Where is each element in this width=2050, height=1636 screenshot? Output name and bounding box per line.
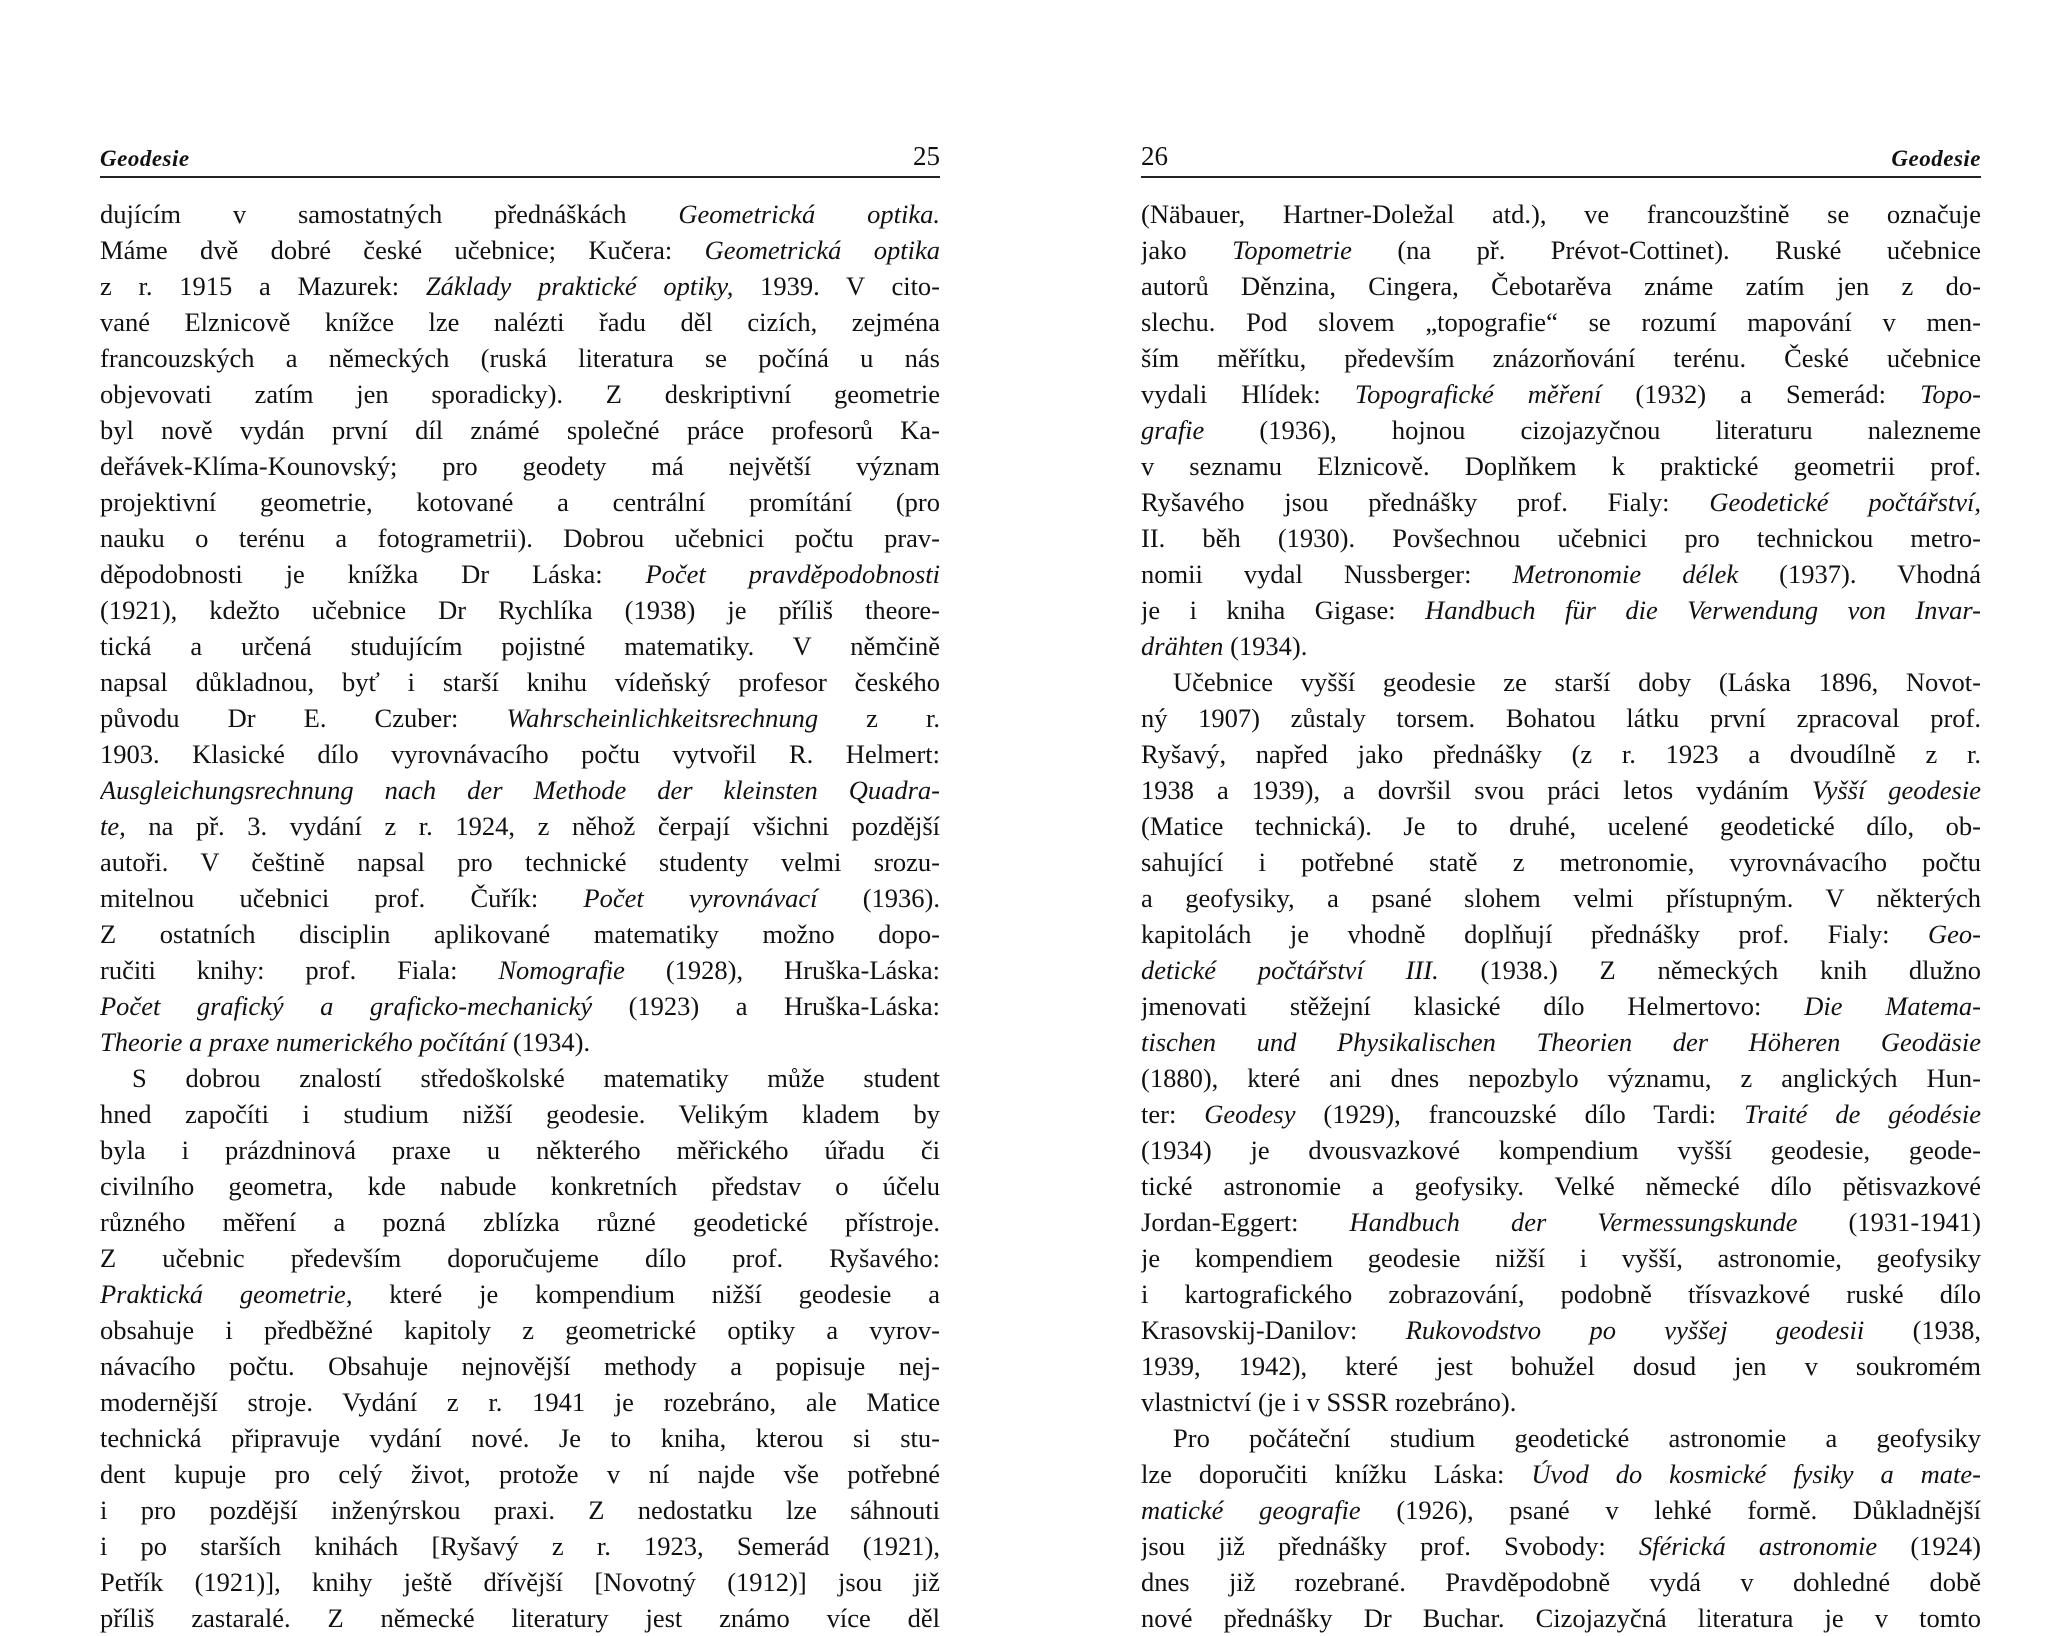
text-line: vlastnictví (je i v SSSR rozebráno). [1141, 1387, 1517, 1417]
text-line: Praktická geometrie, které je kompendium nižší geodesie a [100, 1279, 940, 1309]
text-line: Petřík (1921)], knihy ještě dřívější [Novotný (1912)] jsou již [100, 1567, 940, 1597]
text-line: objevovati zatím jen sporadicky). Z deskriptivní geometrie [100, 379, 940, 409]
text-line: Theorie a praxe numerického počítání (1934). [100, 1027, 591, 1057]
text-line: příliš zastaralé. Z německé literatury jest známo více děl [100, 1603, 940, 1633]
text-line: Počet grafický a graficko-mechanický (1923) a Hruška-Láska: [100, 991, 940, 1021]
text-line: tické astronomie a geofysiky. Velké německé dílo pětisvazkové [1141, 1171, 1981, 1201]
text-line: Pro počáteční studium geodetické astronomie a geofysiky [1173, 1423, 1981, 1453]
text-line: technická připravuje vydání nové. Je to kniha, kterou si stu- [100, 1423, 940, 1453]
text-line: napsal důkladnou, byť i starší knihu vídeňský profesor českého [100, 667, 940, 697]
text-line: ný 1907) zůstaly torsem. Bohatou látku první zpracoval prof. [1141, 703, 1981, 733]
text-line: ším měřítku, především znázorňování terénu. České učebnice [1141, 343, 1981, 373]
text-line: (1934) je dvousvazkové kompendium vyšší geodesie, geode- [1141, 1135, 1981, 1165]
text-line: (1880), které ani dnes nepozbylo významu, z anglických Hun- [1141, 1063, 1981, 1093]
text-line: modernější stroje. Vydání z r. 1941 je rozebráno, ale Matice [100, 1387, 940, 1417]
text-line: jako Topometrie (na př. Prévot-Cottinet). Ruské učebnice [1141, 235, 1981, 265]
right-page [1141, 0, 1981, 1633]
text-line: Z učebnic především doporučujeme dílo prof. Ryšavého: [100, 1243, 940, 1273]
text-line: (Näbauer, Hartner-Doležal atd.), ve francouzštině se označuje [1141, 199, 1981, 229]
text-line: 1938 a 1939), a dovršil svou práci letos vydáním Vyšší geodesie [1141, 775, 1981, 805]
text-line: projektivní geometrie, kotované a centrální promítání (pro [100, 487, 940, 517]
text-line: (Matice technická). Je to druhé, ucelené geodetické dílo, ob- [1141, 811, 1981, 841]
running-title: Geodesie [1891, 146, 1981, 171]
left-page-body [100, 196, 940, 1636]
text-line: ter: Geodesy (1929), francouzské dílo Tardi: Traité de géodésie [1141, 1099, 1981, 1129]
text-line: hned započíti i studium nižší geodesie. Velikým kladem by [100, 1099, 940, 1129]
text-line: II. běh (1930). Povšechnou učebnici pro technickou metro- [1141, 523, 1981, 553]
text-line: ručiti knihy: prof. Fiala: Nomografie (1928), Hruška-Láska: [100, 955, 940, 985]
page-number: 25 [913, 141, 940, 171]
text-line: autorů Děnzina, Cingera, Čebotarěva známe zatím jen z do- [1141, 271, 1981, 301]
text-line: v seznamu Elznicově. Doplňkem k praktické geometrii prof. [1141, 451, 1981, 481]
text-line: te, na př. 3. vydání z r. 1924, z něhož čerpají všichni pozdější [100, 811, 940, 841]
text-line: různého měření a pozná zblízka různé geodetické přístroje. [100, 1207, 940, 1237]
right-page-body [1141, 196, 1981, 1636]
text-line: 1903. Klasické dílo vyrovnávacího počtu vytvořil R. Helmert: [100, 739, 940, 769]
left-page [100, 0, 940, 1633]
text-line: tischen und Physikalischen Theorien der Höheren Geodäsie [1141, 1027, 1981, 1057]
running-title: Geodesie [100, 146, 190, 171]
text-line: autoři. V češtině napsal pro technické studenty velmi srozu- [100, 847, 940, 877]
text-line: slechu. Pod slovem „topografie“ se rozumí mapování v men- [1141, 307, 1981, 337]
text-line: civilního geometra, kde nabude konkretních představ o účelu [100, 1171, 940, 1201]
text-line: sahující i potřebné statě z metronomie, vyrovnávacího počtu [1141, 847, 1981, 877]
text-line: jmenovati stěžejní klasické dílo Helmertovo: Die Matema- [1141, 991, 1981, 1021]
text-line: Z ostatních disciplin aplikované matematiky možno dopo- [100, 919, 940, 949]
text-line: dent kupuje pro celý život, protože v ní najde vše potřebné [100, 1459, 940, 1489]
text-line: Ryšavého jsou přednášky prof. Fialy: Geodetické počtářství, [1141, 487, 1981, 517]
text-line: Jordan-Eggert: Handbuch der Vermessungskunde (1931-1941) [1141, 1207, 1981, 1237]
text-line: byl nově vydán první díl známé společné práce profesorů Ka- [100, 415, 940, 445]
text-line: matické geografie (1926), psané v lehké formě. Důkladnější [1141, 1495, 1981, 1525]
text-line: S dobrou znalostí středoškolské matematiky může student [132, 1063, 940, 1093]
text-line: nomii vydal Nussberger: Metronomie délek (1937). Vhodná [1141, 559, 1981, 589]
text-line: Krasovskij-Danilov: Rukovodstvo po vyššej geodesii (1938, [1141, 1315, 1981, 1345]
right-page-header [1141, 140, 1981, 178]
text-line: a geofysiky, a psané slohem velmi přístupným. V některých [1141, 883, 1981, 913]
text-line: dujícím v samostatných přednáškách Geometrická optika. [100, 199, 940, 229]
page-number: 26 [1141, 141, 1168, 171]
text-line: původu Dr E. Czuber: Wahrscheinlichkeitsrechnung z r. [100, 703, 940, 733]
text-line: je i kniha Gigase: Handbuch für die Verwendung von Invar- [1141, 595, 1981, 625]
text-line: deřávek-Klíma-Kounovský; pro geodety má největší význam [100, 451, 940, 481]
text-line: obsahuje i předběžné kapitoly z geometrické optiky a vyrov- [100, 1315, 940, 1345]
text-line: z r. 1915 a Mazurek: Základy praktické optiky, 1939. V cito- [100, 271, 940, 301]
text-line: děpodobnosti je knížka Dr Láska: Počet pravděpodobnosti [100, 559, 940, 589]
text-line: návacího počtu. Obsahuje nejnovější methody a popisuje nej- [100, 1351, 940, 1381]
text-line: grafie (1936), hojnou cizojazyčnou literaturu nalezneme [1141, 415, 1981, 445]
text-line: i pro pozdější inženýrskou praxi. Z nedostatku lze sáhnouti [100, 1495, 940, 1525]
text-line: i kartografického zobrazování, podobně třísvazkové ruské dílo [1141, 1279, 1981, 1309]
text-line: (1921), kdežto učebnice Dr Rychlíka (1938) je příliš theore- [100, 595, 940, 625]
text-line: Učebnice vyšší geodesie ze starší doby (Láska 1896, Novot- [1173, 667, 1981, 697]
text-line: francouzských a německých (ruská literatura se počíná u nás [100, 343, 940, 373]
text-line: jsou již přednášky prof. Svobody: Sférická astronomie (1924) [1141, 1531, 1981, 1561]
text-line: Ryšavý, napřed jako přednášky (z r. 1923 a dvoudílně z r. [1141, 739, 1981, 769]
text-line: 1939, 1942), které jest bohužel dosud jen v soukromém [1141, 1351, 1981, 1381]
text-line: je kompendiem geodesie nižší i vyšší, astronomie, geofysiky [1141, 1243, 1981, 1273]
text-line: nové přednášky Dr Buchar. Cizojazyčná literatura je v tomto [1141, 1603, 1981, 1633]
text-line: drähten (1934). [1141, 631, 1308, 661]
text-line: tická a určená studujícím pojistné matematiky. V němčině [100, 631, 940, 661]
text-line: vané Elznicově knížce lze nalézti řadu děl cizích, zejména [100, 307, 940, 337]
text-line: byla i prázdninová praxe u některého měřického úřadu či [100, 1135, 940, 1165]
left-page-header [100, 140, 940, 178]
text-line: i po starších knihách [Ryšavý z r. 1923, Semerád (1921), [100, 1531, 940, 1561]
text-line: nauku o terénu a fotogrametrii). Dobrou učebnici počtu prav- [100, 523, 940, 553]
text-line: dnes již rozebrané. Pravděpodobně vydá v dohledné době [1141, 1567, 1981, 1597]
text-line: Máme dvě dobré české učebnice; Kučera: Geometrická optika [100, 235, 940, 265]
text-line: Ausgleichungsrechnung nach der Methode der kleinsten Quadra- [100, 775, 940, 805]
text-line: kapitolách je vhodně doplňují přednášky prof. Fialy: Geo- [1141, 919, 1981, 949]
text-line: vydali Hlídek: Topografické měření (1932) a Semerád: Topo- [1141, 379, 1981, 409]
text-line: detické počtářství III. (1938.) Z německých knih dlužno [1141, 955, 1981, 985]
text-line: mitelnou učebnici prof. Čuřík: Počet vyrovnávací (1936). [100, 883, 940, 913]
text-line: lze doporučiti knížku Láska: Úvod do kosmické fysiky a mate- [1141, 1459, 1981, 1489]
